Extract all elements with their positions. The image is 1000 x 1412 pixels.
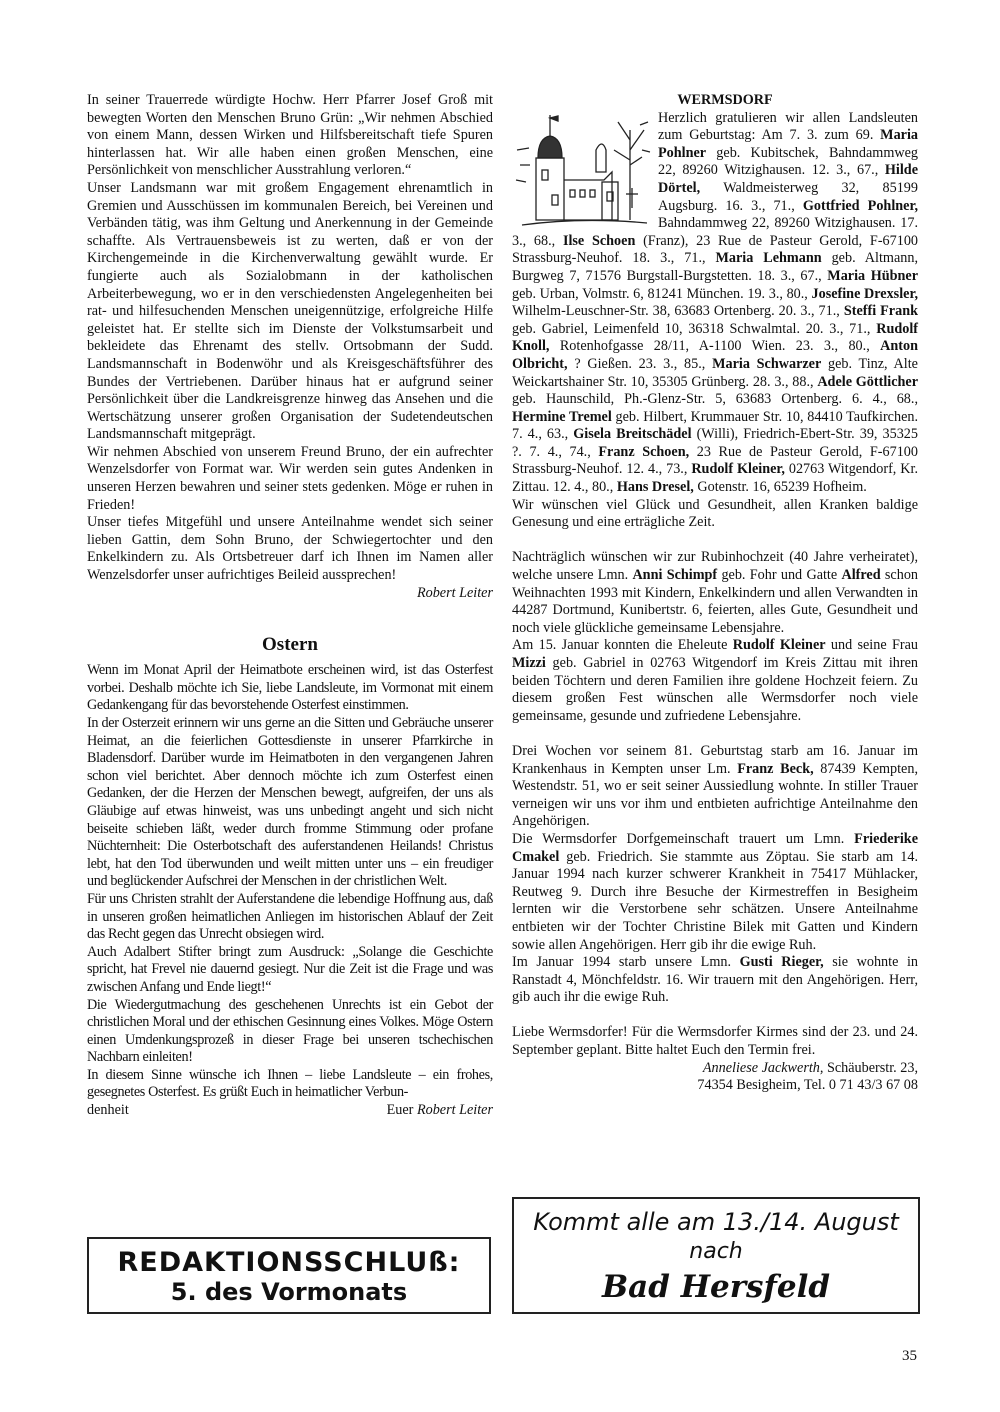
text-segment: geb. Fohr und Gatte xyxy=(717,567,842,584)
text-segment: Wilhelm-Leuschner-Str. 38, 63683 Ortenberg. 20. 3., 71., xyxy=(512,303,844,320)
person-name: Anton Olbricht, xyxy=(512,338,918,372)
text-segment: schon Weihnachten 1993 mit Kindern, Enkelkindern und allen Verwandten in 44287 Dortmund, Kunibertstr. 6, feierten, alles Gute, Gesundheit und noch viele glückliche gemeinsame Lebensjahre. xyxy=(512,567,919,636)
person-name: Gusti Rieger, xyxy=(739,954,824,971)
person-name: Mizzi xyxy=(512,655,546,671)
text-segment: (Franz), 23 Rue de Pasteur Gerold, F-67100 Strassburg-Neuhof. 18. 3., 71., xyxy=(512,232,919,267)
golden-wedding-text xyxy=(512,637,918,725)
ad-line-1: Kommt alle am 13./14. August xyxy=(533,1208,899,1236)
ruby-wedding-text xyxy=(512,549,918,637)
person-name: Maria Schwarzer xyxy=(712,355,822,372)
text-segment: ? Gießen. 23. 3., 85., xyxy=(567,355,713,372)
person-name: Hans Dresel, xyxy=(616,479,694,496)
contact-line-2: 74354 Besigheim, Tel. 0 71 43/3 67 08 xyxy=(697,1077,918,1094)
text-segment: geb. Hilbert, Krummauer Str. 10, 84410 Taufkirchen. 7. 4., 63., xyxy=(512,408,919,443)
paragraph: Für uns Christen strahlt der Auferstandene die lebendige Hoffnung aus, daß in unseren großen heimatlichen Anliegen im historischen Ablauf der Zeit das Recht gegen das Unrecht obsiegen wird. xyxy=(87,890,493,943)
person-name: Steffi Frank xyxy=(843,303,918,320)
text-segment: Im Januar 1994 starb unsere Lmn. xyxy=(512,954,740,971)
paragraph: Unser tiefes Mitgefühl und unsere Anteilnahme wendet sich seiner lieben Gattin, dem Sohn Bruno, der Schwiegertochter und den Enkelkindern zu. Als Ortsbetreuer darf ich Ihnen im Namen aller Wenzelsdorfer unser aufrichtiges Beileid aussprechen! xyxy=(87,514,493,584)
person-name: Hilde Dörtel, xyxy=(658,162,918,196)
text-segment: Nachträglich wünschen wir zur Rubinhochzeit (40 Jahre verheiratet), welche unsere Lmn. xyxy=(512,549,918,584)
person-name: Rudolf Kleiner xyxy=(732,637,826,654)
page-number: 35 xyxy=(902,1348,917,1364)
person-name: Ilse Schoen xyxy=(562,232,636,249)
paragraph: In diesem Sinne wünsche ich Ihnen – liebe Landsleute – ein frohes, gesegnetes Osterfest. Es grüßt Euch in heimatlicher Verbun- xyxy=(87,1066,493,1101)
ad-line-2: nach xyxy=(689,1239,743,1264)
text-segment: 23 Rue de Pasteur Gerold, F-67100 Strassburg-Neuhof. 12. 4., 73., xyxy=(512,443,918,478)
kirmes-notice: Liebe Wermsdorfer! Für die Wermsdorfer Kirmes sind der 23. und 24. September geplant. Bitte haltet Euch den Termin frei. xyxy=(512,1024,918,1059)
paragraph xyxy=(512,549,918,637)
obituary-text xyxy=(87,92,493,585)
person-name: Rudolf Kleiner, xyxy=(691,461,785,478)
event-ad-box xyxy=(512,1197,920,1314)
person-name: Gisela Breitschädel xyxy=(573,426,692,443)
obituary-friederike-cmakel xyxy=(512,831,918,954)
person-name: Gottfried Pohlner, xyxy=(802,197,918,214)
text-segment: und seine Frau xyxy=(825,637,918,654)
text-segment: Herzlich gratulieren wir allen Landsleuten zum Geburtstag: Am 7. 3. zum 69. xyxy=(658,109,918,144)
paragraph xyxy=(512,637,918,725)
person-name: Friederike Cmakel xyxy=(512,830,918,865)
closing-word: denheit xyxy=(87,1102,129,1119)
text-segment: 87439 Kempten, Westendstr. 51, wo er seit seiner Aussiedlung wohnte. In stiller Trauer verneigen wir uns vor ihm und entbieten aufrichtige Anteilnahme den Angehörigen. xyxy=(512,760,918,830)
paragraph xyxy=(512,831,918,954)
person-name: Adele Göttlicher xyxy=(817,373,918,390)
text-segment: geb. Gabriel, Leimenfeld 10, 36318 Schwalmtal. 20. 3., 71., xyxy=(512,320,877,337)
paragraph xyxy=(512,954,918,1007)
person-name: Alfred xyxy=(841,567,881,584)
text-segment: geb. Haunschild, Ph.-Glenz-Str. 5, 63683 Ortenberg. 6. 4., 68., xyxy=(512,391,918,408)
obituary-signature: Robert Leiter xyxy=(416,584,493,601)
wishes-text: Wir wünschen viel Glück und Gesundheit, allen Kranken baldige Genesung und eine erträgliche Zeit. xyxy=(512,496,918,531)
text-segment: geb. Friedrich. Sie stammte aus Zöptau. Sie starb am 14. Januar 1994 nach kurzer schwerer Krankheit in 75417 Mühlacker, Reutweg 9. Durch ihre Besuche der Kirmestreffen in Besigheim lernten wir die Verstorbene sehr schätzen. Unsere Anteilnahme entbieten wir der Tochter Christine Bilek mit Gatten und Kindern sowie allen Angehörigen. Herr gib ihr die ewige Ruh. xyxy=(512,848,918,953)
text-segment: geb. Gabriel in 02763 Witgendorf im Kreis Zittau mit ihren beiden Töchtern und deren Familien ihre goldene Hochzeit feiern. Zu diesem großen Fest wünschen alle Wermsdorfer noch viele gemeinsame, gesunde und zufriedene Lebensjahre. xyxy=(512,655,918,724)
wermsdorf-heading: WERMSDORF xyxy=(677,92,773,108)
text-segment: (Willi), Friedrich-Ebert-Str. 39, 35325 ?. 7. 4., 74., xyxy=(512,426,918,460)
contact-name: Anneliese Jackwerth, xyxy=(702,1059,824,1076)
text-segment: Die Wermsdorfer Dorfgemeinschaft trauert um Lmn. xyxy=(512,830,855,847)
person-name: Franz Schoen, xyxy=(598,443,690,460)
person-name: Anni Schimpf xyxy=(632,567,718,584)
obituary-gusti-rieger xyxy=(512,954,918,1007)
person-name: Franz Beck, xyxy=(737,760,814,777)
contact-street: Schäuberstr. 23, xyxy=(826,1059,918,1076)
deadline-box xyxy=(87,1237,491,1314)
text-segment: geb. Tinz, Alte Weickartshainer Str. 10, 35305 Grünberg. 28. 3., 88., xyxy=(512,355,918,390)
signature-name: Robert Leiter xyxy=(416,1102,493,1119)
right-column xyxy=(512,92,918,1095)
deadline-title: REDAKTIONSSCHLUß: xyxy=(117,1247,461,1278)
text-segment: geb. Urban, Volmstr. 6, 81241 München. 19. 3., 80., xyxy=(512,285,812,302)
signature-prefix: Euer xyxy=(386,1102,414,1119)
text-segment: 02763 Witgendorf, Kr. Zittau. 12. 4., 80., xyxy=(512,461,918,496)
paragraph: Die Wiedergutmachung des geschehenen Unrechts ist ein Gebot der christlichen Moral und der ethischen Gesinnung eines Volkes. Möge Ostern einen Umdenkungsprozeß in dieser Frage bei unseren tschechischen Nachbarn einleiten! xyxy=(87,996,493,1066)
obituary-franz-beck xyxy=(512,743,918,831)
church-illustration-icon xyxy=(512,110,654,232)
paragraph: In der Osterzeit erinnern wir uns gerne an die Sitten und Gebräuche unserer Heimat, an die feierlichen Gottesdienste in unserer Pfarrkirche in Bladensdorf. Darüber wurde im Heimatboten in den vergangenen Jahren schon viel berichtet. Aber dennoch möchte ich zum Osterfest einen Gedanken, der die Herzen der Menschen bewegt, aufgreifen, der uns als Gläubige auf etwas hinweist, was uns unbedingt angeht und sich nicht beiseite schieben läßt, weder durch fromme Stimmung oder profane Nüchternheit: Die Osterbotschaft des auferstandenen Heilands! Christus lebt, hat den Tod überwunden und weilt mitten unter uns – ein freudiger und beglückender Aufschrei der Menschen in der christlichen Welt. xyxy=(87,715,493,890)
person-name: Maria Hübner xyxy=(827,267,918,284)
paragraph: In seiner Trauerrede würdigte Hochw. Herr Pfarrer Josef Groß mit bewegten Worten den Menschen Bruno Grün: „Wir nehmen Abschied von einem Mann, dessen Wirken und Hilfsbereitschaft tiefe Spuren hinterlassen hat. Wir alle haben einen großen Menschen, eine Persönlichkeit von menschlicher Ausstrahlung verloren.“ xyxy=(87,92,493,179)
ostern-text xyxy=(87,662,493,1102)
paragraph: Wenn im Monat April der Heimatbote erscheinen wird, ist das Osterfest vorbei. Deshalb möchte ich Sie, liebe Landsleute, im Vormonat mit einem Gedankengang für das bevorstehende Osterfest einstimmen. xyxy=(87,662,493,714)
ad-line-3: Bad Hersfeld xyxy=(601,1269,831,1305)
text-segment: Gotenstr. 16, 65239 Hofheim. xyxy=(693,479,867,496)
person-name: Hermine Tremel xyxy=(512,408,612,425)
ostern-signature xyxy=(387,1102,493,1120)
contact-line-1 xyxy=(512,1060,918,1078)
person-name: Maria Lehmann xyxy=(715,250,822,267)
ostern-closing xyxy=(87,1102,493,1120)
paragraph: Wir nehmen Abschied von unserem Freund Bruno, der ein aufrechter Wenzelsdorfer von Format war. Wir werden sein gutes Andenken in unseren Herzen bewahren und seiner stets gedenken. Möge er ruhen in Frieden! xyxy=(87,443,493,513)
text-segment: sie wohnte in Ranstadt 4, Mönchfeldstr. 16. Wir trauern mit den Angehörigen. Herr, gib auch ihr die ewige Ruh. xyxy=(512,954,918,1006)
text-segment: Drei Wochen vor seinem 81. Geburtstag starb am 16. Januar im Krankenhaus in Kempten unser Lm. xyxy=(512,742,918,777)
paragraph: Unser Landsmann war mit großem Engagement ehrenamtlich in Gremien und Ausschüssen im kommunalen Bereich, bei Vereinen und Verbänden tätig, was ihm Geltung und Anerkennung in der Gemeinde schaffte. Als Vertrauensbeweis ist zu werten, daß er von der Kirchengemeinde in die Kirchenverwaltung gewählt wurde. Er fungierte auch als Sozialobmann in der katholischen Arbeiterbewegung, wo er in den verschiedensten Angelegenheiten bei rat- und hilfesuchenden Menschen uneigennützige, erfolgreiche Hilfe geleistet hat. Er stellte sich im Dienste der Volkstumsarbeit und bekleidete das Ehrenamt des stellv. Ortsobmann der Sudd. Landsmannschaft in Bodenwöhr und als Kreisgeschäftsführer des Bundes der Vertriebenen. Darüber hinaus hat er aufgrund seiner Persönlichkeit über die Landkreisgrenze hinweg das Ansehen und die Wertschätzung unserer großen Organisation der Sudetendeutschen Landsmannschaft mitgeprägt. xyxy=(87,179,493,443)
person-name: Josefine Drexsler, xyxy=(811,285,918,302)
text-segment: geb. Altmann, Burgweg 7, 71576 Burgstall-Burgstetten. 18. 3., 67., xyxy=(512,250,918,284)
left-column xyxy=(87,92,493,1120)
paragraph: Auch Adalbert Stifter bringt zum Ausdruck: „Solange die Geschichte spricht, hat Frevel nie dauernd gesiegt. Nur die Zeit ist die Frage und was zwischen Anfang und Ende liegt!“ xyxy=(87,943,493,995)
text-segment: Rotenhofgasse 28/11, A-1100 Wien. 23. 3., 80., xyxy=(549,338,881,355)
ostern-heading: Ostern xyxy=(262,634,318,656)
deadline-date: 5. des Vormonats xyxy=(170,1278,408,1306)
person-name: Maria Pohlner xyxy=(658,127,918,161)
person-name: Rudolf Knoll, xyxy=(512,320,918,355)
text-segment: Bahndammweg 22, 89260 Witzighausen. 17. 3., 68., xyxy=(512,215,918,249)
text-segment: geb. Kubitschek, Bahndammweg 22, 89260 Witzighausen. 12. 3., 67., xyxy=(658,144,918,179)
text-segment: Waldmeisterweg 32, 85199 Augsburg. 16. 3., 71., xyxy=(658,179,918,214)
paragraph xyxy=(512,743,918,831)
text-segment: Am 15. Januar konnten die Eheleute xyxy=(512,637,733,654)
